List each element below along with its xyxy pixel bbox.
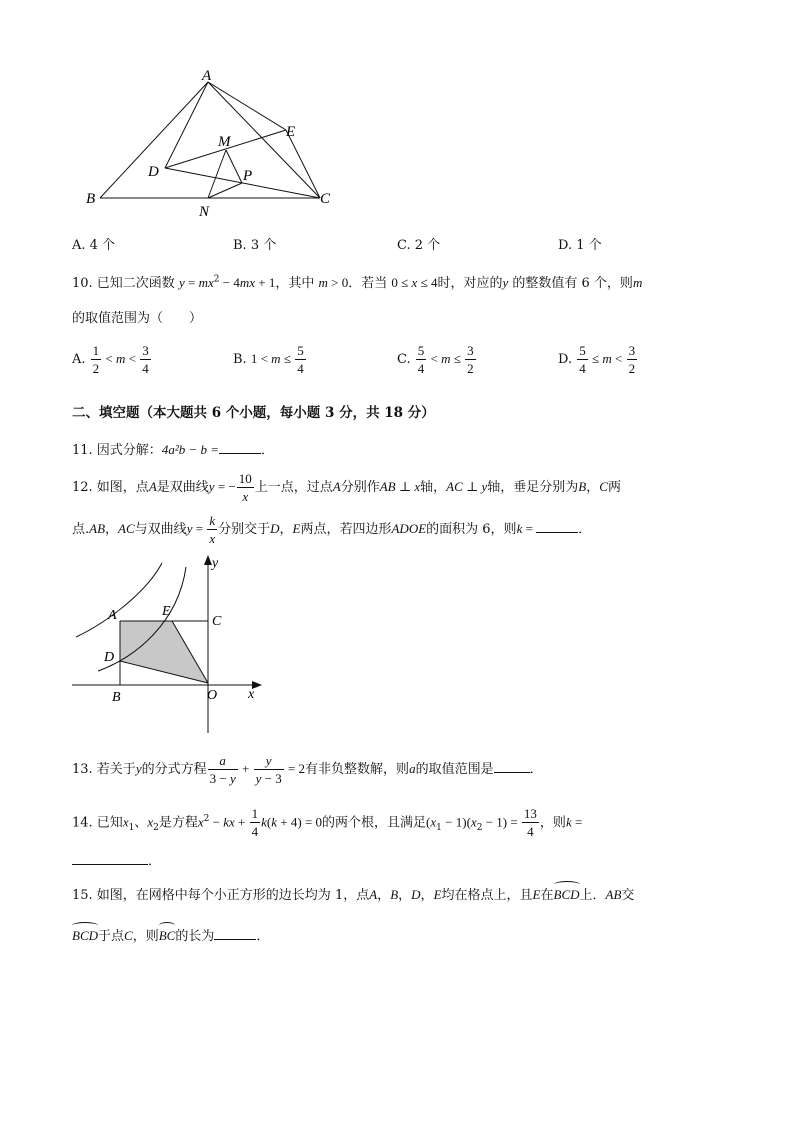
q9-option-b[interactable]: B. 3 个 [233, 238, 277, 253]
arc-bc-symbol: BC [159, 926, 176, 946]
label-M: M [218, 134, 231, 150]
q10-function: y [178, 275, 185, 290]
label-D: D [104, 650, 115, 665]
q12-line2: 点.AB，AC与双曲线y = $\frac{k}{x}$ 分别交于D，E两点，若四边形ADOE的面积为 6，则k = ． [72, 513, 592, 546]
label-C: C [212, 614, 222, 629]
arc-bcd-symbol: BCD [554, 885, 580, 905]
label-B: B [112, 690, 121, 705]
q14-line1: 14. 已知$x_1$、$x_2$是方程$x^2$ − kx + $\frac{1}{4}$ k(k + 4) = 0的两个根，且满足$(x_1 - 1)(x_2 - 1)$ = $\frac{13}{4}$ ，则k = [72, 806, 583, 840]
label-B: B [86, 191, 96, 207]
q14-answer-blank[interactable] [72, 852, 148, 865]
label-x: x [248, 687, 255, 702]
label-E: E [162, 604, 171, 619]
q9-option-c[interactable]: C. 2 个 [397, 238, 441, 253]
q10-option-b[interactable]: B. 1 < m ≤ $\frac{5}{4}$ [233, 343, 304, 376]
q12-line1: 12. 如图，点A是双曲线y = − $\frac{10}{x}$ 上一点，过点A分别作AB ⊥ x轴，AC ⊥ y轴，垂足分别为B，C两 [72, 471, 621, 504]
hyperbola-figure [66, 553, 266, 735]
q11: 11. 因式分解：4a²b − b = ． [72, 442, 275, 458]
q12-answer-blank[interactable] [536, 520, 578, 533]
label-O: O [207, 688, 218, 703]
label-E: E [286, 124, 296, 140]
label-y: y [212, 556, 219, 571]
label-C: C [320, 191, 331, 207]
q10-line2: 的取值范围为（ ） [72, 311, 203, 326]
section-heading-fill-in: 二、填空题（本大题共 6 个小题，每小题 3 分，共 18 分） [72, 405, 435, 421]
q10-option-a[interactable]: A. $\frac{1}{2}$ < m < $\frac{3}{4}$ [72, 343, 149, 376]
q13: 13. 若关于y的分式方程 $\frac{a}{3 - y}$ + $\frac{y}{y - 3}$ = 2有非负整数解，则a的取值范围是 ． [72, 753, 543, 786]
label-P: P [243, 168, 253, 184]
q14-line2: ． [72, 850, 161, 869]
label-N: N [199, 204, 210, 218]
q9-option-d[interactable]: D. 1 个 [558, 238, 602, 253]
q15-line1: 15. 如图，在网格中每个小正方形的边长均为 1，点A，B，D，E均在格点上，且E在 BCD上．AB交 [72, 885, 634, 906]
label-A: A [202, 68, 212, 84]
label-A: A [108, 608, 117, 623]
q15-line2: BCD于点C，则 BC的长为 ． [72, 926, 269, 947]
q9-option-a[interactable]: A. 4 个 [72, 238, 116, 253]
q10-option-c[interactable]: C. $\frac{5}{4}$ < m ≤ $\frac{3}{2}$ [397, 343, 474, 376]
q15-answer-blank[interactable] [214, 927, 256, 940]
arc-bcd-symbol: BCD [72, 926, 98, 946]
q13-answer-blank[interactable] [494, 760, 530, 773]
triangle-figure [80, 68, 350, 218]
label-D: D [148, 164, 159, 180]
q11-answer-blank[interactable] [219, 441, 261, 454]
q10-option-d[interactable]: D. $\frac{5}{4}$ ≤ m < $\frac{3}{2}$ [558, 343, 636, 376]
q10-line1: 10. 已知二次函数 $y = mx^2 - 4mx + 1$，其中 m > 0．若当 0 ≤ x ≤ 4时，对应的y 的整数值有 6 个，则m [72, 274, 643, 291]
